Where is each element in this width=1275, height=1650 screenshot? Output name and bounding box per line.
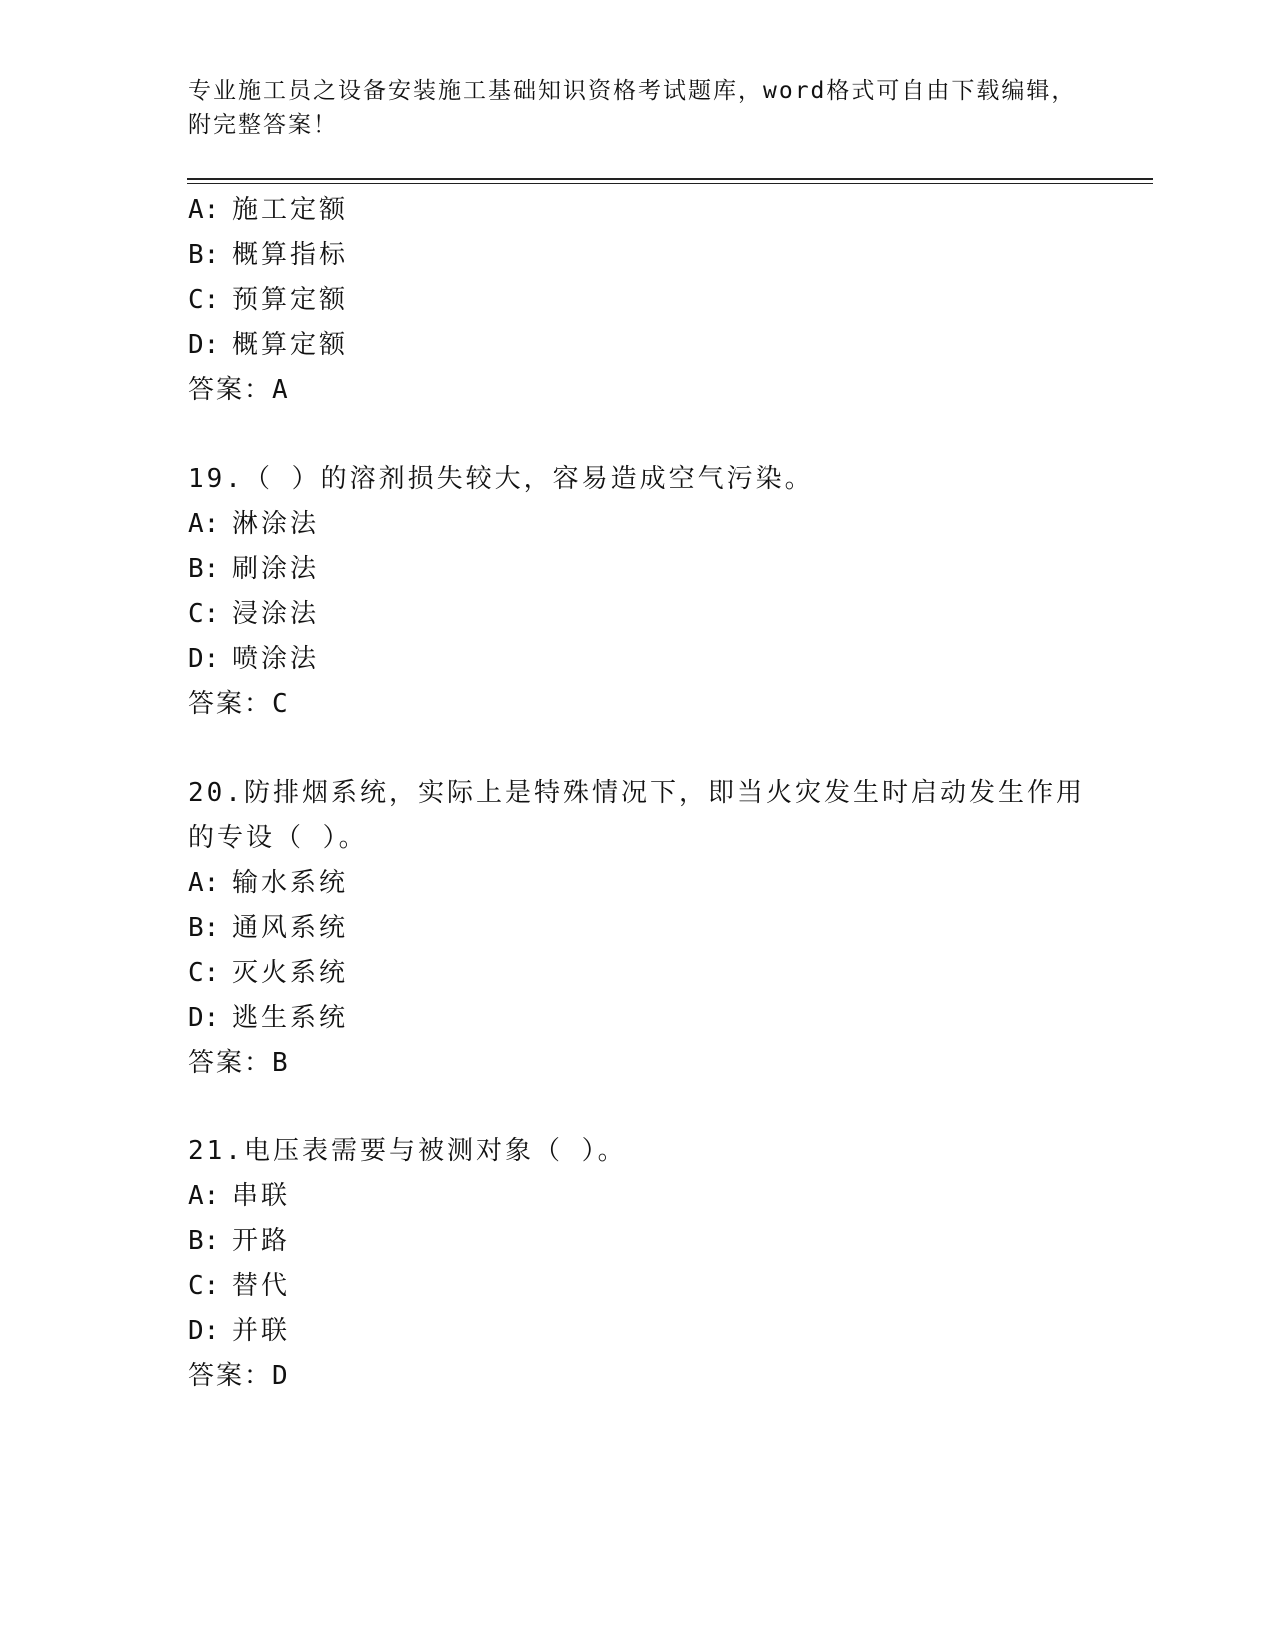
q20-answer: 答案：B [188, 1048, 291, 1078]
document-header [188, 74, 1088, 142]
header-line-1: 专业施工员之设备安装施工基础知识资格考试题库，word格式可自由下载编辑， [188, 78, 1077, 104]
q18-answer: 答案：A [188, 375, 291, 405]
q21-option-d: D: 并联 [188, 1316, 291, 1346]
q21-stem: 21.电压表需要与被测对象（ ）。 [188, 1136, 627, 1166]
q20-option-b: B: 通风系统 [188, 913, 349, 943]
q20-option-d: D: 逃生系统 [188, 1003, 349, 1033]
q18-option-d: D: 概算定额 [188, 330, 349, 360]
q21-option-b: B: 开路 [188, 1226, 291, 1256]
q18-option-b: B: 概算指标 [188, 240, 349, 270]
q19-option-b: B: 刷涂法 [188, 554, 320, 584]
q20-stem-line-1: 20.防排烟系统，实际上是特殊情况下，即当火灾发生时启动发生作用 [188, 778, 1085, 808]
header-divider-thin [187, 183, 1153, 184]
q18-option-a: A: 施工定额 [188, 195, 349, 225]
q21-answer: 答案：D [188, 1361, 291, 1391]
q20-option-c: C: 灭火系统 [188, 958, 349, 988]
header-line-2: 附完整答案！ [188, 112, 338, 138]
q21-option-a: A: 串联 [188, 1181, 291, 1211]
q19-stem: 19.（ ）的溶剂损失较大，容易造成空气污染。 [188, 464, 814, 494]
q19-option-c: C: 浸涂法 [188, 599, 320, 629]
q20-option-a: A: 输水系统 [188, 868, 349, 898]
q21-option-c: C: 替代 [188, 1271, 291, 1301]
q19-option-d: D: 喷涂法 [188, 644, 320, 674]
q20-stem-line-2: 的专设（ ）。 [188, 823, 368, 853]
q18-option-c: C: 预算定额 [188, 285, 349, 315]
q19-option-a: A: 淋涂法 [188, 509, 320, 539]
header-divider-thick [187, 178, 1153, 180]
q19-answer: 答案：C [188, 689, 291, 719]
